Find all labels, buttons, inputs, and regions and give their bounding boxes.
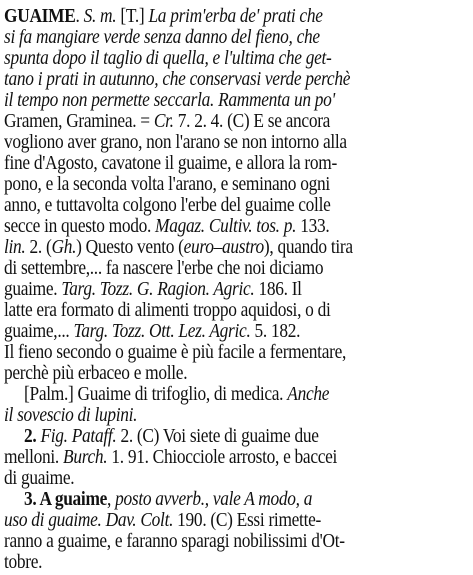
text-run: 2. ( <box>25 236 52 258</box>
definition-text: La prim'erba de' prati che <box>148 5 323 27</box>
text-run: tobre. <box>4 551 43 573</box>
text-run: . <box>75 5 84 27</box>
gloss-text: euro–austro <box>183 236 264 258</box>
text-run: 7. 2. 4. (C) E se ancora <box>173 110 331 132</box>
text-run: ranno a guaime, e faranno sparagi nobilissimi d'Ot- <box>4 530 345 552</box>
text-run: 5. 182. <box>250 320 301 342</box>
text-run: ) Questo vento ( <box>76 236 184 258</box>
grammar-label: S. m. <box>83 5 117 27</box>
text-run: 1. 91. Chiocciole arrosto, e baccei <box>107 446 338 468</box>
text-run: perchè più erbaceo e molle. <box>4 362 188 384</box>
text-run: di settembre,... fa nascere l'erbe che noi diciamo <box>4 257 324 279</box>
entry-line-27 <box>4 550 42 574</box>
citation-source: Gh. <box>51 236 77 258</box>
citation-source: Burch. <box>63 446 108 468</box>
source-marker: [T.] <box>116 5 149 27</box>
text-run: , <box>107 488 116 510</box>
definition-text: tano i prati in autunno, che conservasi verde perchè <box>4 68 351 90</box>
dictionary-entry <box>4 4 468 571</box>
citation-source: Fig. Pataff. <box>40 425 117 447</box>
text-run: 2. (C) Voi siete di guaime due <box>116 425 319 447</box>
text-run: di guaime. <box>4 467 75 489</box>
text-run: 186. Il <box>254 278 302 300</box>
text-run: secce in questo modo. <box>4 215 156 237</box>
text-run: latte era formato di alimenti troppo aquidosi, o di <box>4 299 331 321</box>
text-run: fine d'Agosto, cavatone il guaime, e allora la rom- <box>4 152 337 174</box>
sense-heading: 3. A guaime <box>24 488 108 510</box>
text-run: guaime,... <box>4 320 74 342</box>
text-run: 190. (C) Essi rimette- <box>173 509 322 531</box>
entry-line-26 <box>4 529 345 553</box>
text-run: anno, e tuttavolta colgono l'erbe del guaime colle <box>4 194 331 216</box>
text-run: Il fieno secondo o guaime è più facile a fermentare, <box>4 341 347 363</box>
definition-text: spunta dopo il taglio di quella, e l'ultima che get- <box>4 47 332 69</box>
text-run: melloni. <box>4 446 64 468</box>
text-run: vogliono aver grano, non l'arano se non intorno alla <box>4 131 347 153</box>
headword: GUAIME <box>4 5 76 27</box>
definition-text: posto avverb., vale A modo, a <box>115 488 313 510</box>
citation-source: Magaz. Cultiv. tos. p. <box>155 215 297 237</box>
definition-text: il tempo non permette seccarla. Rammenta un po' <box>4 89 335 111</box>
definition-text: si fa mangiare verde senza danno del fieno, che <box>4 26 320 48</box>
definition-text: uso di guaime. Dav. Colt. <box>4 509 174 531</box>
definition-text: il sovescio di lupini. <box>4 404 138 426</box>
definition-text: Anche <box>287 383 330 405</box>
citation-source: Cr. <box>153 110 174 132</box>
text-run: ), quando tira <box>263 236 353 258</box>
text-run: guaime. <box>4 278 62 300</box>
text-run: 133. <box>296 215 330 237</box>
text-run: Gramen, Graminea. = <box>4 110 154 132</box>
text-run: [Palm.] Guaime di trifoglio, di medica. <box>24 383 288 405</box>
citation-source: Targ. Tozz. Ott. Lez. Agric. <box>73 320 251 342</box>
citation-source: lin. <box>4 236 26 258</box>
sense-number: 2. <box>24 425 41 447</box>
citation-source: Targ. Tozz. G. Ragion. Agric. <box>61 278 255 300</box>
text-run: pono, e la seconda volta l'arano, e seminano ogni <box>4 173 330 195</box>
